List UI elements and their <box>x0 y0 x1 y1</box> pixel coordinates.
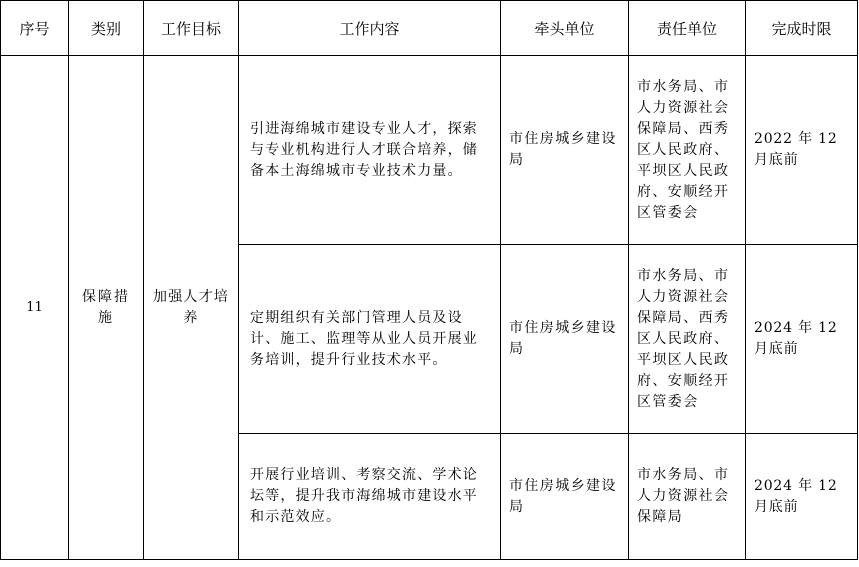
header-deadline: 完成时限 <box>746 1 858 56</box>
header-index: 序号 <box>1 1 69 56</box>
header-goal: 工作目标 <box>144 1 239 56</box>
content-cell: 开展行业培训、考察交流、学术论坛等，提升我市海绵城市建设水平和示范效应。 <box>239 434 501 560</box>
deadline-cell: 2022 年 12 月底前 <box>746 56 858 245</box>
table-row <box>1 56 858 245</box>
lead-unit-cell: 市住房城乡建设局 <box>501 245 629 434</box>
responsible-unit-cell: 市水务局、市人力资源社会保障局、西秀区人民政府、平坝区人民政府、安顺经开区管委会 <box>629 245 746 434</box>
header-content: 工作内容 <box>239 1 501 56</box>
deadline-cell: 2024 年 12 月底前 <box>746 434 858 560</box>
content-cell: 定期组织有关部门管理人员及设计、施工、监理等从业人员开展业务培训，提升行业技术水平。 <box>239 245 501 434</box>
lead-unit-cell: 市住房城乡建设局 <box>501 434 629 560</box>
header-responsible-unit: 责任单位 <box>629 1 746 56</box>
goal-cell: 加强人才培养 <box>144 56 239 560</box>
responsible-unit-cell: 市水务局、市人力资源社会保障局 <box>629 434 746 560</box>
header-lead-unit: 牵头单位 <box>501 1 629 56</box>
index-cell: 11 <box>1 56 69 560</box>
responsible-unit-cell: 市水务局、市人力资源社会保障局、西秀区人民政府、平坝区人民政府、安顺经开区管委会 <box>629 56 746 245</box>
category-cell: 保障措施 <box>69 56 144 560</box>
header-category: 类别 <box>69 1 144 56</box>
deadline-cell: 2024 年 12 月底前 <box>746 245 858 434</box>
table-header-row <box>1 1 858 56</box>
content-cell: 引进海绵城市建设专业人才，探索与专业机构进行人才联合培养，储备本土海绵城市专业技术力量。 <box>239 56 501 245</box>
lead-unit-cell: 市住房城乡建设局 <box>501 56 629 245</box>
